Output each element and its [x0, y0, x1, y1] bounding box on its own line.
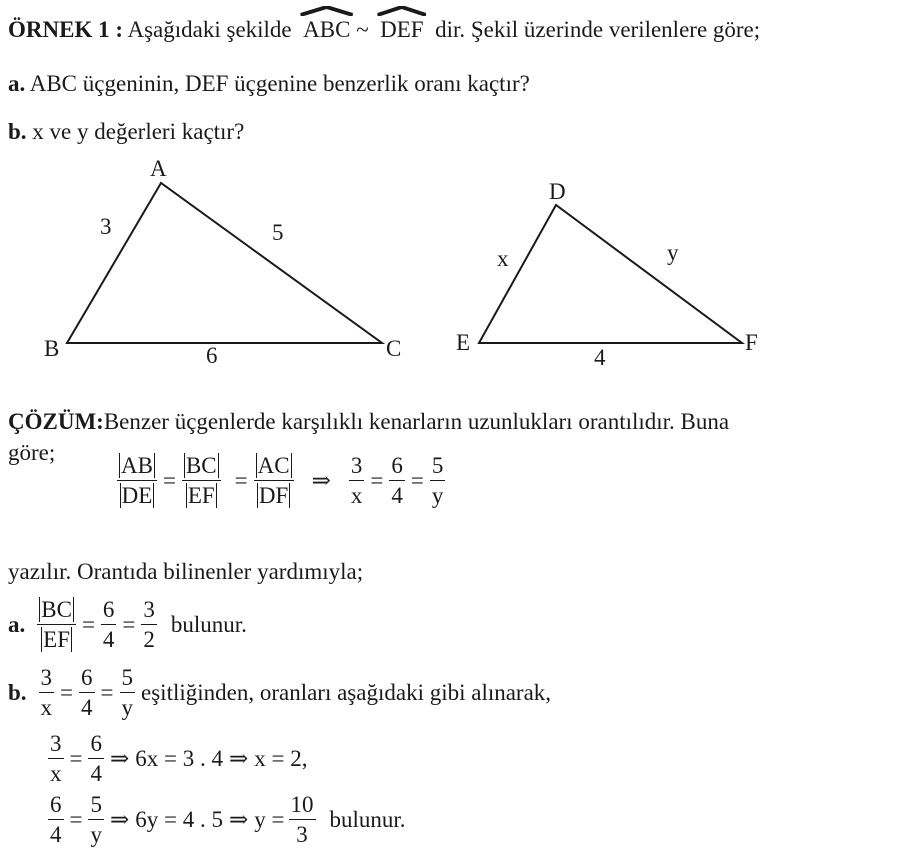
solution-line-1 — [8, 410, 729, 433]
fraction-bc-ef: $\frac{BC}{EF}$ — [37, 598, 76, 651]
question-b — [8, 120, 244, 143]
triangles-figure — [0, 150, 915, 380]
fraction-3-x: $\frac{3}{x}$ — [50, 731, 62, 786]
angle-def: DEF — [380, 18, 423, 41]
triangle-def — [479, 205, 742, 343]
answer-b-line-2-tail: bulunur. — [329, 807, 406, 832]
vertex-f-label: F — [745, 330, 758, 355]
vertex-b-label: B — [44, 336, 60, 361]
vertex-a-label: A — [150, 156, 167, 181]
angle-abc: ABC — [303, 18, 350, 41]
fraction-6-4: $\frac{6}{4}$ — [81, 665, 93, 720]
answer-b-tail: eşitliğinden, oranları aşağıdaki gibi alınarak, — [141, 680, 552, 705]
fraction-10-3: $\frac{10}{3}$ — [290, 792, 314, 847]
fraction-bc-ef: $\frac{BC}{EF}$ — [182, 454, 221, 507]
answer-a-tail: bulunur. — [170, 612, 247, 637]
side-ab-label: 3 — [100, 214, 112, 239]
question-a-text: ABC üçgeninin, DEF üçgenine benzerlik oranı kaçtır? — [29, 71, 530, 96]
vertex-e-label: E — [456, 330, 471, 355]
answer-a-label: a. — [8, 612, 26, 637]
solution-text-2: göre; — [8, 440, 56, 465]
side-ef-label: 4 — [594, 345, 606, 370]
problem-intro-end: dir. Şekil üzerinde verilenlere göre; — [435, 17, 761, 42]
answer-b-line-2: $\frac{6}{4}$ = $\frac{5}{y}$ ⇒ 6y = 4 . 5 ⇒ y = $\frac{10}{3}$ bulunur. — [50, 792, 406, 847]
question-b-label: b. — [8, 119, 27, 144]
fraction-6-4: $\frac{6}{4}$ — [90, 731, 102, 786]
fraction-3-2: $\frac{3}{2}$ — [143, 597, 155, 652]
question-a — [8, 72, 530, 95]
side-bc-label: 6 — [206, 343, 218, 368]
solution-text-3: yazılır. Orantıda bilinenler yardımıyla; — [8, 559, 364, 584]
answer-b-line-1: $\frac{3}{x}$ = $\frac{6}{4}$ ⇒ 6x = 3 . 4 ⇒ x = 2, — [50, 731, 308, 786]
problem-heading: ÖRNEK 1 : — [8, 17, 123, 42]
fraction-6-4: $\frac{6}{4}$ — [391, 453, 403, 508]
question-b-text: x ve y değerleri kaçtır? — [32, 119, 245, 144]
answer-a: a. $\frac{BC}{EF}$ = $\frac{6}{4}$ = $\frac{3}{2}$ bulunur. — [8, 597, 247, 652]
answer-b-label: b. — [8, 680, 27, 705]
side-ac-label: 5 — [272, 220, 284, 245]
result-y-prefix: y = — [254, 807, 285, 832]
ratio-equation: $\frac{AB}{DE}$ = $\frac{BC}{EF}$ = $\frac{AC}{DF}$ ⇒ $\frac{3}{x}$ = $\frac{6}{4}$ = $\frac{5}{y}$ — [117, 454, 445, 507]
vertex-d-label: D — [549, 179, 566, 204]
question-a-label: a. — [8, 71, 26, 96]
step-6x: 6x = 3 . 4 — [135, 746, 223, 771]
fraction-5-y: $\frac{5}{y}$ — [121, 665, 134, 720]
step-6y: 6y = 4 . 5 — [135, 807, 223, 832]
fraction-3-x: $\frac{3}{x}$ — [40, 665, 53, 720]
triangle-abc — [67, 183, 382, 343]
vertex-c-label: C — [386, 336, 402, 361]
side-de-label: x — [497, 246, 509, 271]
implies-symbol: ⇒ — [311, 468, 331, 493]
fraction-6-4: $\frac{6}{4}$ — [102, 597, 115, 652]
fraction-ac-df: $\frac{AC}{DF}$ — [254, 454, 294, 507]
solution-text-1: Benzer üçgenlerde karşılıklı kenarların uzunlukları orantılıdır. Buna — [103, 409, 730, 434]
solution-heading: ÇÖZÜM: — [8, 409, 104, 434]
fraction-6-4: $\frac{6}{4}$ — [50, 792, 62, 847]
problem-statement — [8, 18, 760, 41]
similar-symbol: ~ — [356, 17, 369, 42]
fraction-5-y: $\frac{5}{y}$ — [431, 453, 444, 508]
fraction-3-x: $\frac{3}{x}$ — [350, 453, 363, 508]
fraction-ab-de: $\frac{AB}{DE}$ — [117, 454, 157, 507]
side-df-label: y — [667, 240, 679, 265]
answer-b: b. $\frac{3}{x}$ = $\frac{6}{4}$ = $\frac{5}{y}$ eşitliğinden, oranları aşağıdaki gibi alınarak, — [8, 665, 552, 720]
result-x: x = 2, — [254, 746, 308, 771]
problem-intro: Aşağıdaki şekilde — [127, 17, 292, 42]
fraction-5-y: $\frac{5}{y}$ — [90, 792, 102, 847]
